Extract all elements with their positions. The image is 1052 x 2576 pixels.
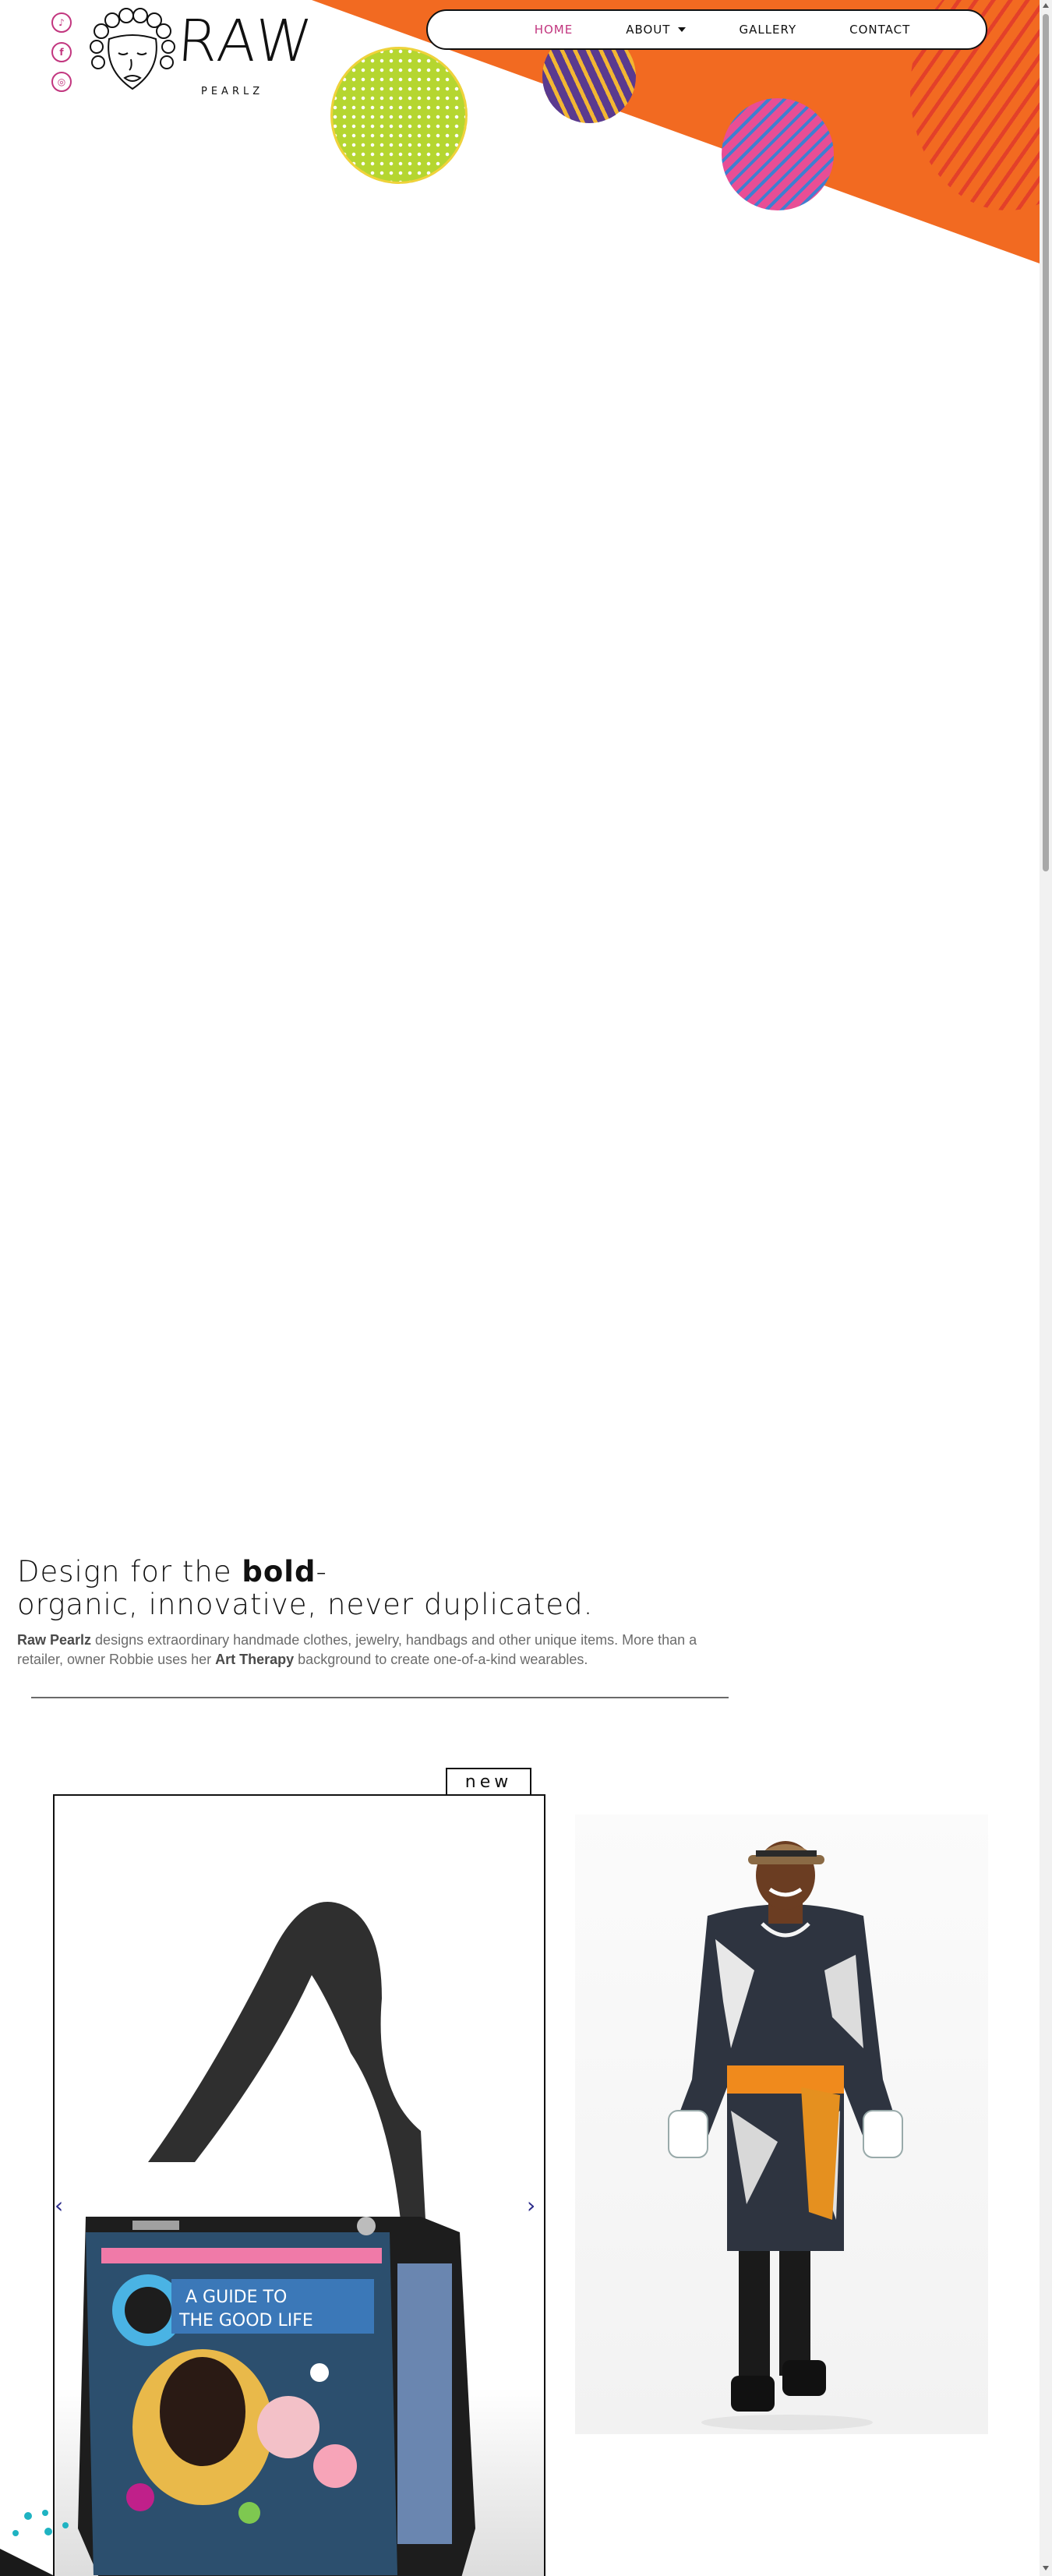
nav-home-label: HOME: [534, 23, 574, 37]
instagram-icon[interactable]: ◎: [51, 72, 72, 92]
hero-desc-bold: Art Therapy: [215, 1652, 295, 1667]
tiktok-icon[interactable]: ♪: [51, 12, 72, 33]
hero-title-bold: bold: [242, 1555, 316, 1588]
new-badge: new: [446, 1768, 531, 1794]
facebook-icon[interactable]: f: [51, 42, 72, 62]
hero-title-post: -: [316, 1555, 327, 1588]
bag-text-2: THE GOOD LIFE: [179, 2311, 313, 2330]
section-divider: [31, 1697, 729, 1698]
hero-desc-brand: Raw Pearlz: [17, 1632, 92, 1648]
decor-circle-pink: [722, 98, 834, 210]
social-links: [51, 12, 72, 92]
hero-title-pre: Design for the: [17, 1555, 242, 1588]
logo-face-icon: [86, 8, 178, 100]
logo[interactable]: [86, 8, 316, 100]
chevron-down-icon: [678, 27, 686, 32]
scroll-up-icon[interactable]: [1043, 3, 1049, 8]
hero-desc-part1: designs extraordinary handmade clothes, jewelry, handbags and other unique items. More than a retailer, owner Robbie uses her: [17, 1632, 697, 1667]
nav-about-label: ABOUT: [626, 23, 671, 37]
nav-gallery[interactable]: [739, 23, 796, 37]
hero-desc-part2: background to create one-of-a-kind wearables.: [294, 1652, 588, 1667]
page-scrollbar[interactable]: [1040, 0, 1052, 2576]
hero-section: [17, 1556, 734, 1670]
bag-text-1: A GUIDE TO: [185, 2288, 288, 2307]
decor-corner-dots: [0, 2502, 94, 2576]
logo-subtitle: PEARLZ: [201, 86, 264, 97]
nav-contact-label: CONTACT: [849, 23, 911, 37]
nav-gallery-label: GALLERY: [739, 23, 797, 37]
hero-title-line2: organic, innovative, never duplicated.: [17, 1588, 594, 1621]
decor-circle-green: [330, 47, 468, 184]
model-photo: [575, 1815, 988, 2434]
hero-title: [17, 1556, 734, 1621]
model-image: [575, 1815, 988, 2434]
slider-prev-button[interactable]: ‹: [55, 2193, 64, 2218]
nav-contact[interactable]: [849, 23, 910, 37]
handbag-image: [55, 1796, 545, 2576]
slider-next-button[interactable]: ›: [527, 2193, 536, 2218]
nav-home[interactable]: [535, 23, 574, 37]
logo-wordmark: RAW: [175, 8, 316, 75]
scroll-down-icon[interactable]: [1043, 2566, 1049, 2571]
nav-about[interactable]: [626, 23, 686, 37]
product-slider[interactable]: [53, 1794, 545, 2576]
scroll-thumb[interactable]: [1043, 14, 1049, 871]
main-nav: [426, 9, 987, 50]
hero-description: [17, 1631, 734, 1670]
